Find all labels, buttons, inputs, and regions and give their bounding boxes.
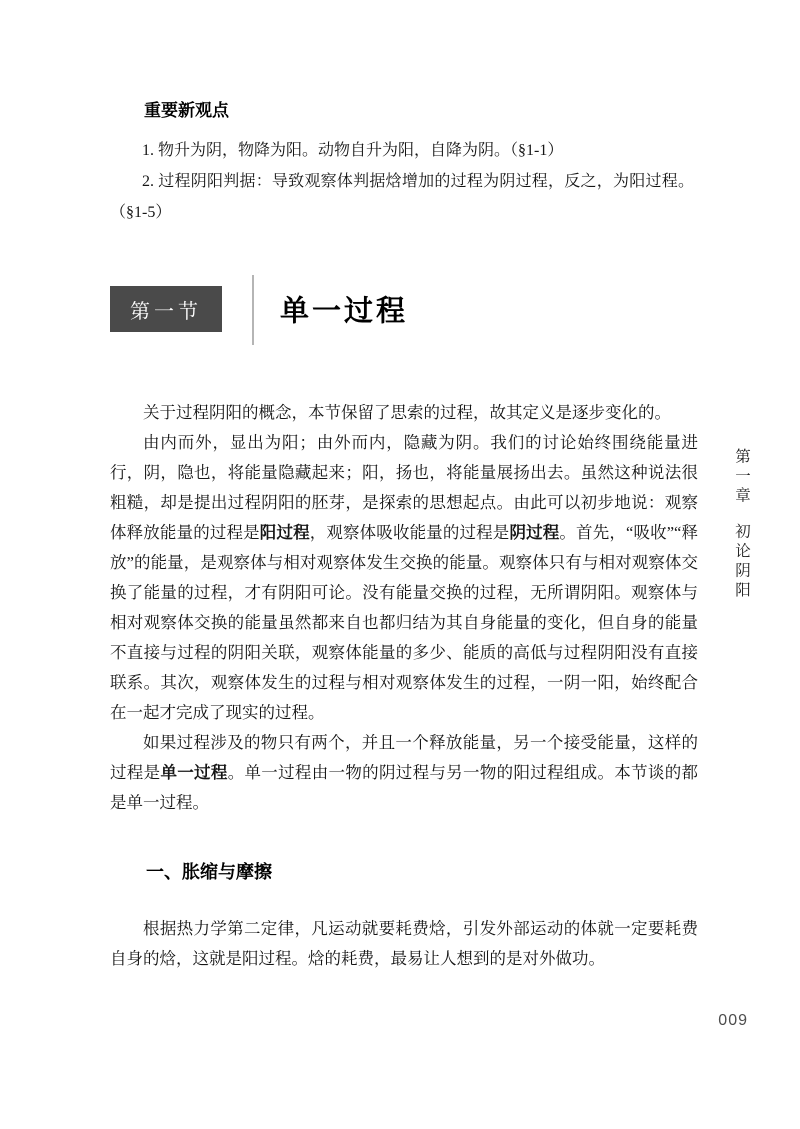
section-banner bbox=[110, 286, 700, 332]
paragraph bbox=[110, 728, 698, 818]
body-text bbox=[110, 398, 698, 974]
chapter-side-label bbox=[730, 448, 752, 601]
paragraph bbox=[110, 428, 698, 728]
subsection-heading: 一、胀缩与摩擦 bbox=[146, 862, 272, 882]
text-run: 由内而外，显出为阳；由外而内，隐藏为阴。我们的讨论始终围绕能量进行，阴，隐也，将能量隐藏起来；阳，扬也，将能量展扬出去。虽然这种说法很粗糙，却是提出过程阴阳的胚芽，是探索的思想起点。由此可以初步地说：观察体释放能量的过程是 bbox=[110, 433, 698, 542]
text-run: 如果过程涉及的物只有两个，并且一个释放能量，另一个接受能量，这样的过程是 bbox=[110, 733, 698, 782]
section-label-box bbox=[110, 286, 222, 332]
text-run-bold: 阴过程 bbox=[509, 524, 560, 542]
paragraph: 关于过程阴阳的概念，本节保留了思索的过程，故其定义是逐步变化的。 bbox=[143, 403, 671, 422]
section-title: 单一过程 bbox=[280, 295, 409, 328]
text-run-bold: 单一过程 bbox=[160, 764, 228, 782]
key-points-block bbox=[110, 96, 694, 228]
text-run-bold: 阳过程 bbox=[259, 524, 310, 542]
section-label: 第一节 bbox=[130, 300, 202, 323]
text-run: 。单一过程由一物的阴过程与另一物的阳过程组成。本节谈的都是单一过程。 bbox=[110, 763, 699, 812]
chapter-title: 初论阴阳 bbox=[733, 522, 750, 601]
page-number: 009 bbox=[718, 1012, 748, 1029]
chapter-number: 第一章 bbox=[733, 448, 750, 507]
key-point-item: 1. 物升为阴，物降为阳。动物自升为阳，自降为阴。（§1-1） bbox=[142, 142, 564, 159]
banner-divider bbox=[252, 275, 254, 345]
key-points-heading: 重要新观点 bbox=[144, 101, 229, 120]
key-point-item: 2. 过程阴阳判据：导致观察体判据焓增加的过程为阴过程，反之，为阳过程。（§1-5） bbox=[110, 173, 694, 221]
text-run: 。首先，“吸收”“释放”的能量，是观察体与相对观察体发生交换的能量。观察体只有与相对观察体交换了能量的过程，才有阴阳可论。没有能量交换的过程，无所谓阴阳。观察体与相对观察体交换的能量虽然都来自也都归结为其自身能量的变化，但自身的能量不直接与过程的阴阳关联，观察体能量的多少、能质的高低与过程阴阳没有直接联系。其次，观察体发生的过程与相对观察体发生的过程，一阴一阳，始终配合在一起才完成了现实的过程。 bbox=[110, 523, 699, 722]
paragraph: 根据热力学第二定律，凡运动就要耗费焓，引发外部运动的体就一定要耗费自身的焓，这就是阳过程。焓的耗费，最易让人想到的是对外做功。 bbox=[110, 919, 698, 968]
text-run: ，观察体吸收能量的过程是 bbox=[309, 523, 510, 542]
